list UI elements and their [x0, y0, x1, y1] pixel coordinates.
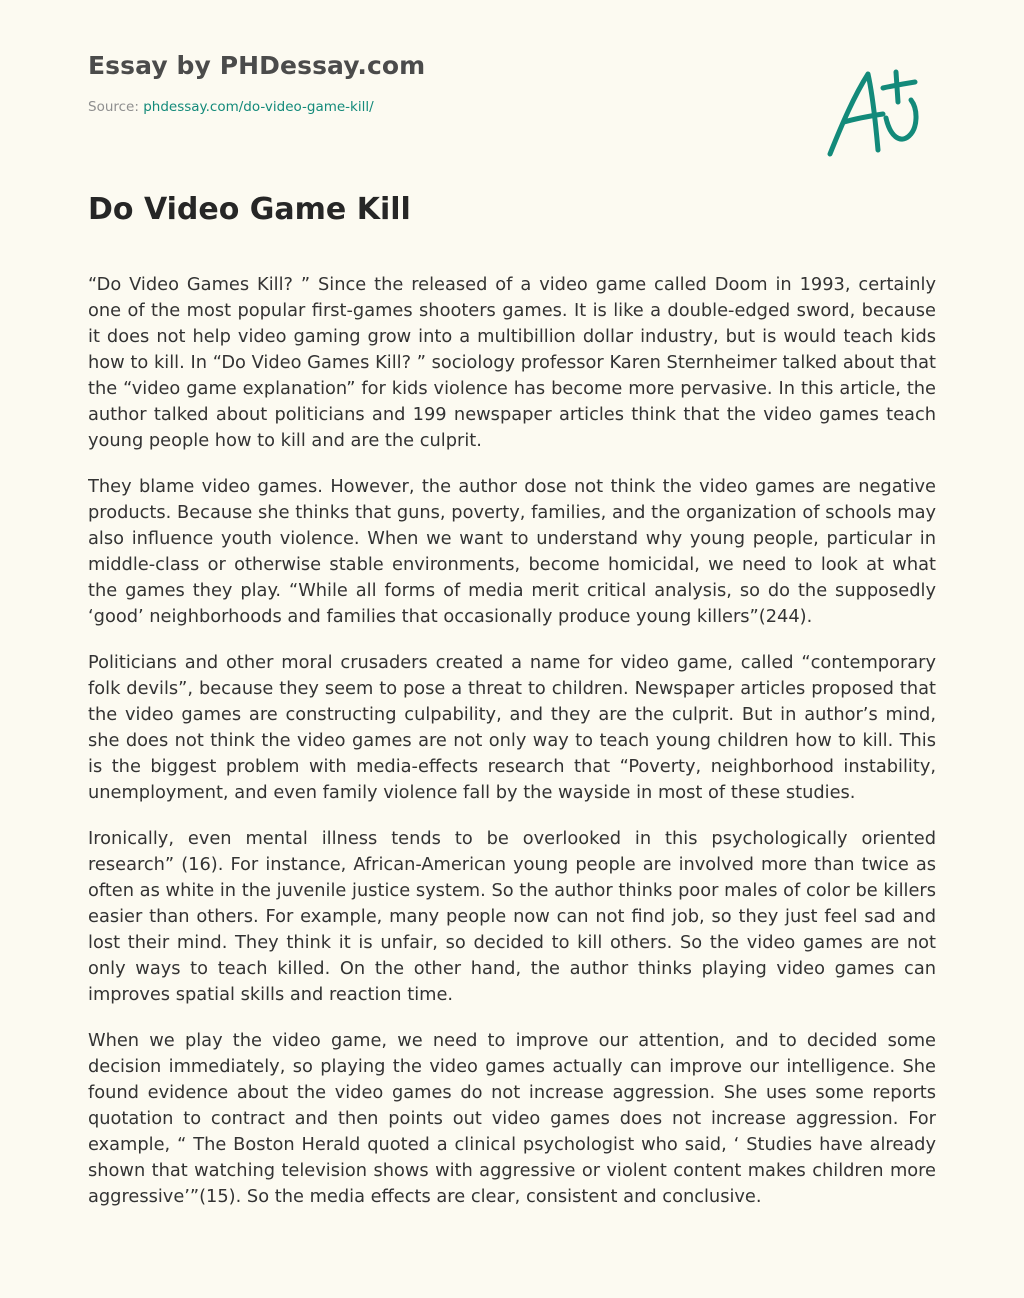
site-title: Essay by PHDessay.com	[88, 51, 426, 80]
source-link[interactable]: phdessay.com/do-video-game-kill/	[143, 99, 374, 115]
source-label: Source:	[88, 99, 139, 115]
paragraph: They blame video games. However, the author dose not think the video games are negative products. Because she thinks that guns, poverty, families, and the organization of schools may also influence youth violence. When we want to understand why young people, particular in middle-class or otherwise stable environments, become homicidal, we need to look at what the games they play. “While all forms of media merit critical analysis, so do the supposedly ‘good’ neighborhoods and families that occasionally produce young killers”(244).	[88, 476, 936, 627]
paragraph: “Do Video Games Kill? ” Since the released of a video game called Doom in 1993, certainly one of the most popular first-games shooters games. It is like a double-edged sword, because it does not help video gaming grow into a multibillion dollar industry, but is would teach kids how to kill. In “Do Video Games Kill? ” sociology professor Karen Sternheimer talked about that the “video game explanation” for kids violence has become more pervasive. In this article, the author talked about politicians and 199 newspaper articles think that the video games teach young people how to kill and are the culprit.	[88, 274, 936, 451]
essay-content	[88, 272, 936, 1250]
source-line	[88, 98, 788, 116]
page-header	[88, 50, 788, 116]
document-title: Do Video Game Kill	[88, 192, 411, 227]
paragraph: Politicians and other moral crusaders created a name for video game, called “contemporary folk devils”, because they seem to pose a threat to children. Newspaper articles proposed that the video games are constructing culpability, and they are the culprit. But in author’s mind, she does not think the video games are not only way to teach young children how to kill. This is the biggest problem with media-effects research that “Poverty, neighborhood instability, unemployment, and even family violence fall by the wayside in most of these studies.	[88, 652, 936, 803]
a-plus-logo-graphic	[820, 64, 930, 164]
a-plus-logo	[820, 64, 930, 164]
paragraph: Ironically, even mental illness tends to be overlooked in this psychologically oriented research” (16). For instance, African-American young people are involved more than twice as often as white in the juvenile justice system. So the author thinks poor males of color be killers easier than others. For example, many people now can not find job, so they just feel sad and lost their mind. They think it is unfair, so decided to kill others. So the video games are not only ways to teach killed. On the other hand, the author thinks playing video games can improves spatial skills and reaction time.	[88, 828, 936, 1005]
paragraph: When we play the video game, we need to improve our attention, and to decided some decision immediately, so playing the video games actually can improve our intelligence. She found evidence about the video games do not increase aggression. She uses some reports quotation to contract and then points out video games does not increase aggression. For example, “ The Boston Herald quoted a clinical psychologist who said, ‘ Studies have already shown that watching television shows with aggressive or violent content makes children more aggressive’”(15). So the media effects are clear, consistent and conclusive.	[88, 1030, 936, 1207]
